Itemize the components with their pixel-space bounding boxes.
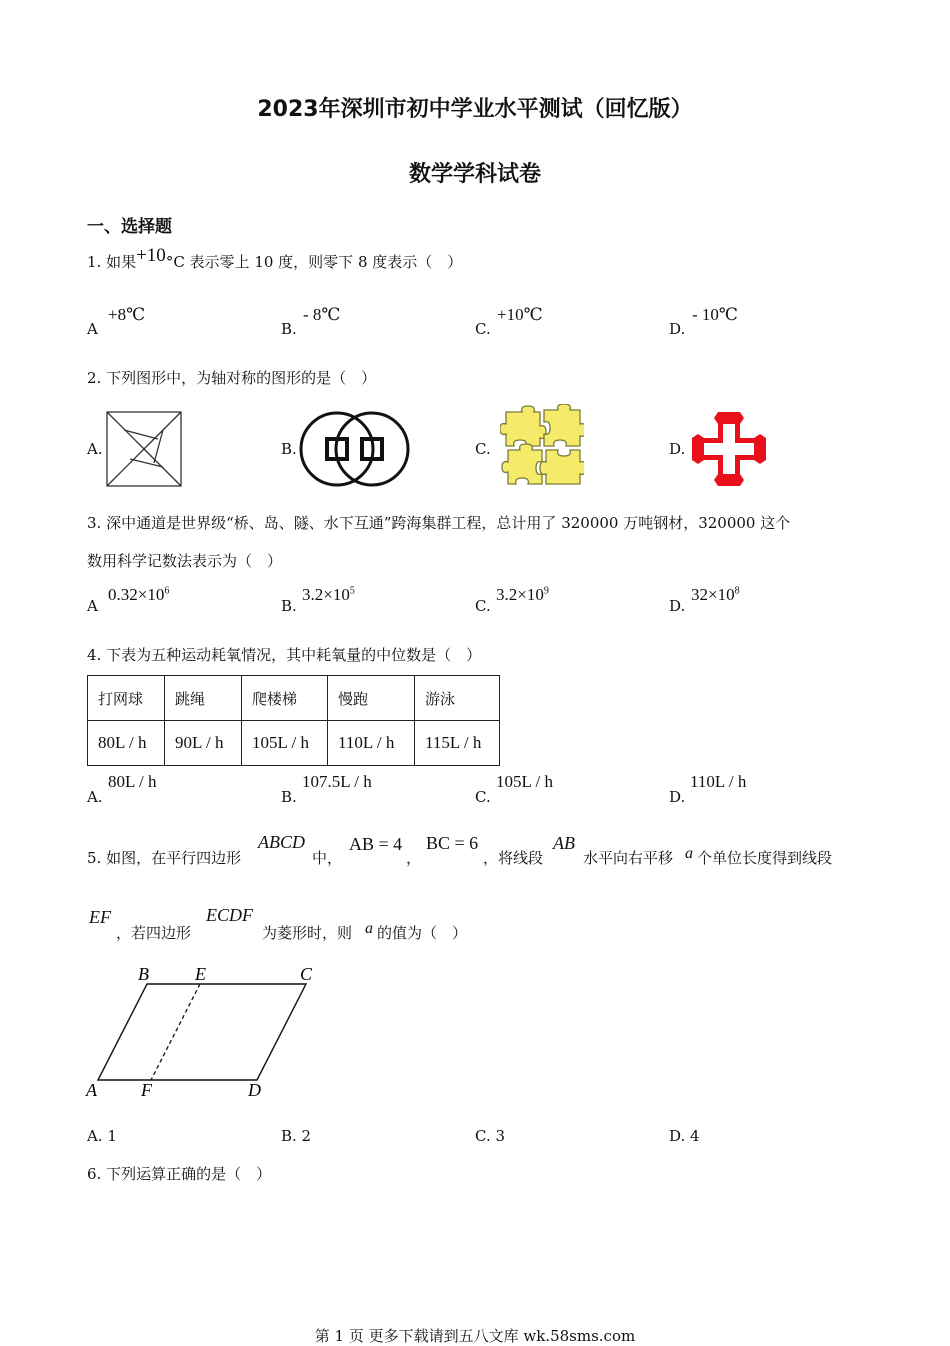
q2-option-a-label: A. (87, 440, 103, 458)
point-e-label: E (195, 964, 206, 984)
q3-option-b-base: 3.2×10 (302, 585, 350, 604)
q1-option-c-label: C. (475, 320, 491, 338)
question-2: 2. 下列图形中，为轴对称的图形的是（ ） (87, 369, 377, 387)
q5-math-ab-2: AB (553, 833, 575, 853)
question-6: 6. 下列运算正确的是（ ） (87, 1165, 272, 1183)
page-title: 2023年深圳市初中学业水平测试（回忆版） (257, 97, 693, 122)
point-c-label: C (300, 964, 313, 984)
q5-math-ab-text: AB = 4 (349, 834, 403, 854)
point-f-label: F (141, 1080, 152, 1100)
pinwheel-square-icon (106, 411, 182, 487)
q3-option-a-base: 0.32×10 (108, 585, 165, 604)
q5-option-d: D. 4 (669, 1127, 700, 1145)
q5-option-c: C. 3 (475, 1127, 506, 1145)
q5-text-5: 水平向右平移 (583, 849, 674, 867)
q5-math-a: a (685, 845, 693, 862)
q5-math-ab (349, 834, 402, 855)
q2-option-b-label: B. (281, 440, 297, 458)
page-subtitle: 数学学科试卷 (408, 162, 541, 187)
q3-option-b-exp: 5 (349, 585, 355, 597)
q3-option-c-exp: 9 (543, 585, 549, 597)
point-a-label: A (86, 1080, 97, 1100)
q1-option-b-label: B. (281, 320, 297, 338)
q3-option-a-value (108, 585, 169, 605)
q1-option-d-label: D. (669, 320, 686, 338)
table-cell: 110L / h (328, 721, 415, 766)
q1-option-a-label: A (87, 320, 98, 338)
table-cell: 115L / h (415, 721, 500, 766)
q3-option-a-label: A (87, 597, 98, 615)
q5-text-4: ，将线段 (483, 849, 544, 867)
overlapping-coins-icon (298, 410, 412, 488)
q5-math-abcd: ABCD (258, 832, 305, 852)
q5-text-9: 的值为（ ） (377, 924, 468, 942)
table-header-cell: 跳绳 (165, 676, 242, 721)
q5-math-bc (426, 833, 478, 854)
q3-option-b-label: B. (281, 597, 297, 615)
table-header-row (88, 676, 500, 721)
parallelogram-shape (98, 984, 306, 1080)
question-3-line-1: 3. 深中通道是世界级“桥、岛、隧、水下互通”跨海集群工程，总计用了 320000 万吨钢材，320000 这个 (87, 514, 791, 532)
q4-option-c-value: 105L / h (496, 772, 553, 791)
q1-text-pre: 1. 如果 (87, 253, 137, 271)
table-cell: 80L / h (88, 721, 165, 766)
table-cell: 105L / h (242, 721, 328, 766)
table-header-cell: 打网球 (88, 676, 165, 721)
question-1 (87, 245, 463, 273)
parallelogram-diagram (82, 960, 332, 1105)
page-footer: 第 1 页 更多下载请到五八文库 wk.58sms.com (314, 1327, 636, 1345)
table-header-cell: 游泳 (415, 676, 500, 721)
q1-option-a-value: +8℃ (108, 305, 146, 324)
table-cell: 90L / h (165, 721, 242, 766)
segment-ef (151, 984, 200, 1080)
q4-option-b-value: 107.5L / h (302, 772, 372, 791)
q5-option-a: A. 1 (87, 1127, 117, 1145)
q2-option-c-label: C. (475, 440, 491, 458)
q1-option-d-value: - 10℃ (692, 305, 738, 324)
q4-option-a-value: 80L / h (108, 772, 157, 791)
question-3-line-2: 数用科学记数法表示为（ ） (87, 552, 283, 570)
point-d-label: D (248, 1080, 261, 1100)
section-heading: 一、选择题 (87, 217, 172, 237)
q3-option-c-label: C. (475, 597, 491, 615)
q5-text-2: 中， (312, 849, 343, 867)
q5-text-7: ，若四边形 (116, 924, 192, 942)
q5-math-a-2: a (365, 920, 373, 937)
q5-text-1: 5. 如图，在平行四边形 (87, 849, 242, 867)
q3-option-a-exp: 6 (164, 585, 170, 597)
q3-option-c-value (496, 585, 549, 605)
table-header-cell: 慢跑 (328, 676, 415, 721)
q4-option-d-label: D. (669, 788, 686, 806)
question-4: 4. 下表为五种运动耗氧情况，其中耗氧量的中位数是（ ） (87, 646, 482, 664)
q1-option-b-value: - 8℃ (303, 305, 341, 324)
q4-option-a-label: A. (87, 788, 103, 806)
q1-value: +10 (136, 245, 166, 266)
q3-option-d-value (691, 585, 740, 605)
q3-option-d-exp: 8 (734, 585, 740, 597)
table-row (88, 721, 500, 766)
q5-text-8: 为菱形时，则 (262, 924, 353, 942)
oxygen-table (87, 675, 500, 766)
q4-option-b-label: B. (281, 788, 297, 806)
q4-option-c-label: C. (475, 788, 491, 806)
q1-option-c-value: +10℃ (497, 305, 543, 324)
puzzle-pieces-icon (500, 404, 584, 486)
q5-math-bc-text: BC = 6 (426, 833, 479, 853)
q5-math-ecdf: ECDF (206, 905, 253, 925)
q3-option-d-base: 32×10 (691, 585, 735, 604)
point-b-label: B (138, 964, 149, 984)
q3-option-c-base: 3.2×10 (496, 585, 544, 604)
q5-text-6: 个单位长度得到线段 (697, 849, 833, 867)
q4-option-d-value: 110L / h (690, 772, 747, 791)
q2-option-d-label: D. (669, 440, 686, 458)
table-header-cell: 爬楼梯 (242, 676, 328, 721)
q5-text-3: ， (406, 849, 422, 867)
q5-option-b: B. 2 (281, 1127, 312, 1145)
q3-option-d-label: D. (669, 597, 686, 615)
red-cross-icon (690, 410, 768, 488)
q1-text-post: °C 表示零上 10 度，则零下 8 度表示（ ） (165, 253, 463, 271)
q3-option-b-value (302, 585, 355, 605)
q5-math-ef: EF (89, 907, 111, 927)
